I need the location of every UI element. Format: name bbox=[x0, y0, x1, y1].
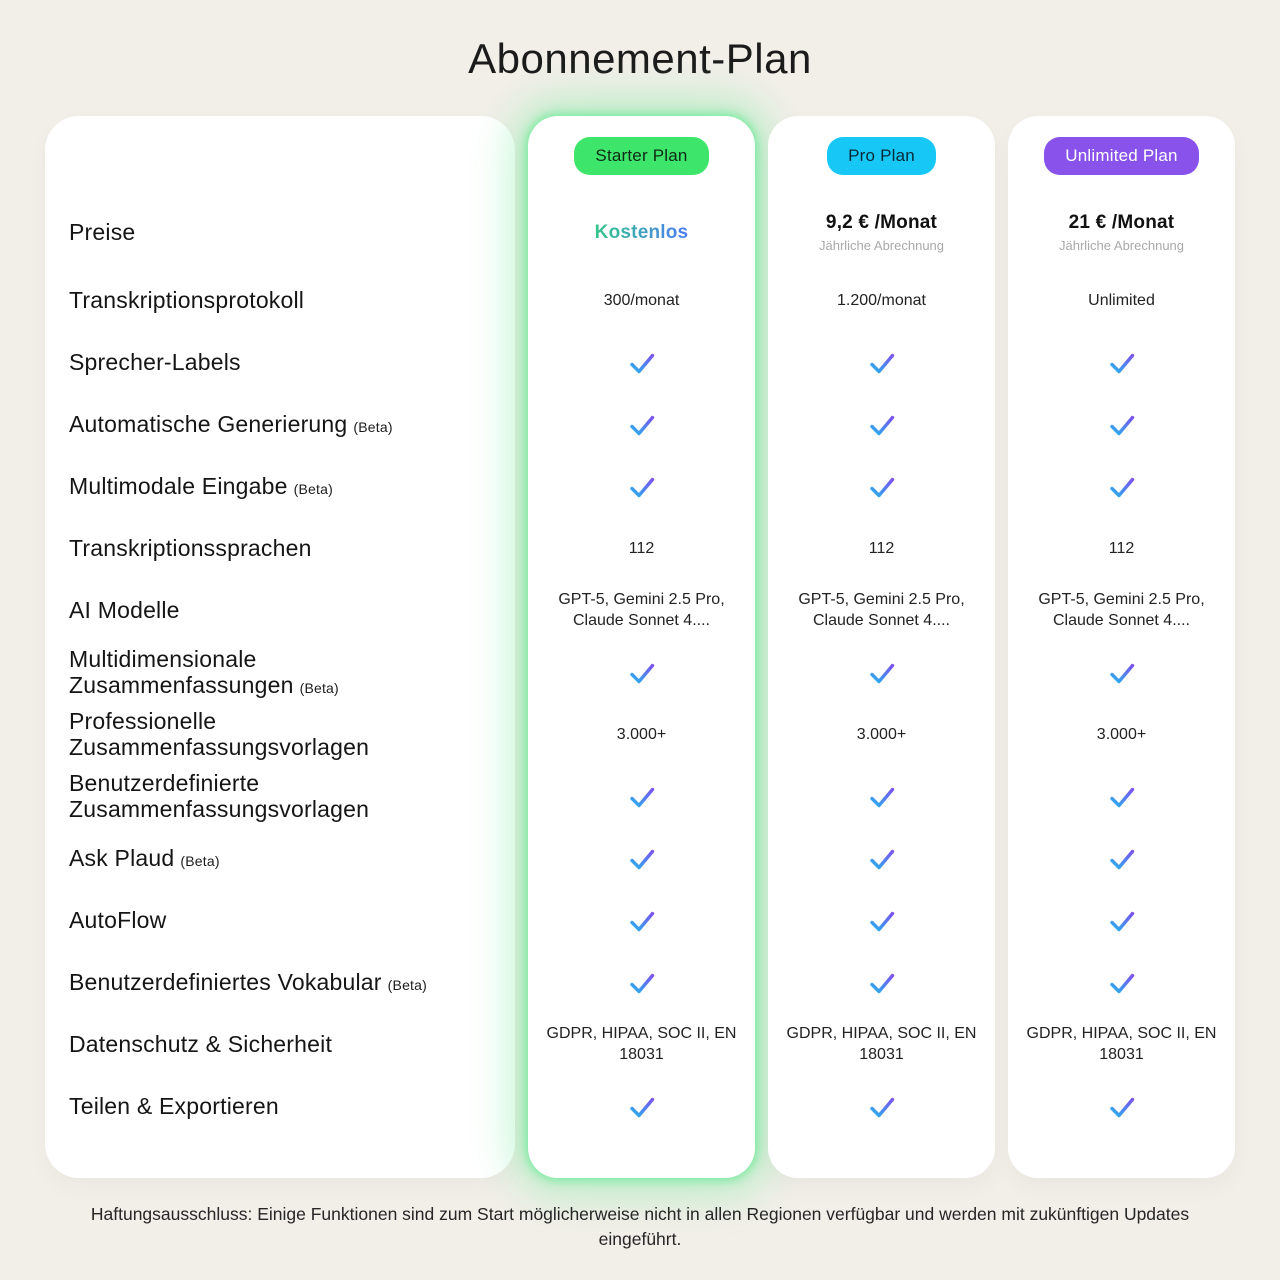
plan-card-pro bbox=[768, 116, 995, 1178]
check-icon bbox=[1107, 660, 1137, 687]
plan-value: 3.000+ bbox=[1096, 725, 1147, 743]
check-icon bbox=[867, 908, 897, 935]
beta-tag: (Beta) bbox=[387, 977, 427, 994]
plan-cell bbox=[1008, 1014, 1235, 1076]
feature-row bbox=[45, 766, 515, 828]
plan-cell bbox=[528, 952, 755, 1014]
feature-row bbox=[45, 828, 515, 890]
plan-value: 112 bbox=[868, 539, 895, 557]
check-icon bbox=[627, 1094, 657, 1121]
features-card bbox=[45, 116, 515, 1178]
plan-cell bbox=[1008, 394, 1235, 456]
plan-cell bbox=[768, 766, 995, 828]
feature-label: Professionelle Zusammenfassungsvorlagen bbox=[69, 708, 370, 760]
plan-value: GDPR, HIPAA, SOC II, EN 18031 bbox=[546, 1025, 737, 1063]
check-icon bbox=[867, 970, 897, 997]
check-icon bbox=[627, 350, 657, 377]
plan-cell bbox=[1008, 1076, 1235, 1138]
check-icon bbox=[627, 474, 657, 501]
plan-badge-pro[interactable]: Pro Plan bbox=[827, 137, 936, 175]
check-icon bbox=[867, 412, 897, 439]
check-icon bbox=[627, 412, 657, 439]
check-icon bbox=[1107, 784, 1137, 811]
price-main: 21 € /Monat bbox=[1068, 211, 1175, 233]
plan-value: 1.200/monat bbox=[837, 291, 926, 309]
plan-cell bbox=[528, 270, 755, 332]
plan-cell bbox=[1008, 704, 1235, 766]
feature-label: AutoFlow bbox=[69, 907, 167, 934]
plan-header bbox=[768, 116, 995, 196]
plan-value: 3.000+ bbox=[616, 725, 667, 743]
feature-row bbox=[45, 394, 515, 456]
feature-row bbox=[45, 642, 515, 704]
plan-cell bbox=[1008, 456, 1235, 518]
beta-tag: (Beta) bbox=[299, 680, 339, 696]
price-main: 9,2 € /Monat bbox=[825, 211, 938, 233]
plan-cell bbox=[768, 952, 995, 1014]
price-sub: Jährliche Abrechnung bbox=[818, 238, 945, 254]
feature-label: Multimodale Eingabe (Beta) bbox=[69, 473, 333, 500]
plan-cell bbox=[528, 332, 755, 394]
plan-cell bbox=[528, 1014, 755, 1076]
plan-cell bbox=[768, 704, 995, 766]
plan-badge-starter[interactable]: Starter Plan bbox=[574, 137, 708, 175]
feature-row bbox=[45, 890, 515, 952]
feature-row bbox=[45, 196, 515, 270]
plan-cell bbox=[768, 270, 995, 332]
price-main: Kostenlos bbox=[595, 221, 689, 246]
plan-cell bbox=[1008, 332, 1235, 394]
feature-label: Benutzerdefinierte Zusammenfassungsvorlagen bbox=[69, 770, 370, 822]
check-icon bbox=[1107, 846, 1137, 873]
plan-value: 3.000+ bbox=[856, 725, 907, 743]
plan-cell bbox=[768, 394, 995, 456]
plan-value: GPT-5, Gemini 2.5 Pro, Claude Sonnet 4.... bbox=[1038, 591, 1205, 629]
check-icon bbox=[627, 660, 657, 687]
check-icon bbox=[1107, 1094, 1137, 1121]
feature-row bbox=[45, 704, 515, 766]
feature-row bbox=[45, 270, 515, 332]
check-icon bbox=[867, 1094, 897, 1121]
plan-cell bbox=[1008, 580, 1235, 642]
feature-row bbox=[45, 332, 515, 394]
feature-row bbox=[45, 952, 515, 1014]
price-cell bbox=[768, 196, 995, 270]
plan-value: 112 bbox=[1108, 539, 1135, 557]
plan-value: 300/monat bbox=[603, 291, 680, 309]
feature-row bbox=[45, 580, 515, 642]
plan-cell bbox=[768, 518, 995, 580]
plan-value: GPT-5, Gemini 2.5 Pro, Claude Sonnet 4.... bbox=[558, 591, 725, 629]
check-icon bbox=[627, 908, 657, 935]
check-icon bbox=[1107, 412, 1137, 439]
plan-cell bbox=[1008, 270, 1235, 332]
plan-cell bbox=[768, 890, 995, 952]
pricing-board bbox=[45, 116, 1235, 1178]
check-icon bbox=[627, 970, 657, 997]
feature-label: Ask Plaud (Beta) bbox=[69, 845, 220, 872]
check-icon bbox=[627, 784, 657, 811]
price-sub: Jährliche Abrechnung bbox=[1058, 238, 1185, 254]
plan-card-unlimited bbox=[1008, 116, 1235, 1178]
plan-value: GDPR, HIPAA, SOC II, EN 18031 bbox=[786, 1025, 977, 1063]
plan-value: Unlimited bbox=[1088, 291, 1155, 309]
disclaimer-text: Haftungsausschluss: Einige Funktionen sind zum Start möglicherweise nicht in allen Regionen verfügbar und werden mit zukünftigen Updates eingeführt. bbox=[90, 1204, 1190, 1250]
check-icon bbox=[1107, 970, 1137, 997]
check-icon bbox=[867, 846, 897, 873]
plan-cell bbox=[1008, 890, 1235, 952]
check-icon bbox=[867, 474, 897, 501]
price-cell bbox=[528, 196, 755, 270]
feature-label: Transkriptionsprotokoll bbox=[69, 287, 305, 314]
plan-value: GDPR, HIPAA, SOC II, EN 18031 bbox=[1026, 1025, 1217, 1063]
plan-cell bbox=[768, 332, 995, 394]
plan-cell bbox=[768, 580, 995, 642]
feature-label: Multidimensionale Zusammenfassungen (Beta) bbox=[69, 646, 339, 698]
feature-row bbox=[45, 1076, 515, 1138]
check-icon bbox=[1107, 908, 1137, 935]
page-title: Abonnement-Plan bbox=[468, 35, 812, 82]
features-header-spacer bbox=[45, 116, 515, 196]
feature-row bbox=[45, 1014, 515, 1076]
plan-cell bbox=[768, 642, 995, 704]
plan-cell bbox=[528, 456, 755, 518]
plan-cell bbox=[768, 828, 995, 890]
feature-row bbox=[45, 456, 515, 518]
plan-cell bbox=[528, 704, 755, 766]
plan-cell bbox=[1008, 828, 1235, 890]
plan-value: 112 bbox=[628, 539, 655, 557]
feature-row bbox=[45, 518, 515, 580]
feature-label: Teilen & Exportieren bbox=[69, 1093, 279, 1120]
plan-cell bbox=[768, 1014, 995, 1076]
feature-label: Datenschutz & Sicherheit bbox=[69, 1031, 333, 1058]
check-icon bbox=[867, 350, 897, 377]
price-cell bbox=[1008, 196, 1235, 270]
plan-cell bbox=[528, 890, 755, 952]
plan-cell bbox=[768, 1076, 995, 1138]
plan-value: GPT-5, Gemini 2.5 Pro, Claude Sonnet 4.... bbox=[798, 591, 965, 629]
plan-cell bbox=[1008, 518, 1235, 580]
feature-label: AI Modelle bbox=[69, 597, 180, 624]
plan-header bbox=[528, 116, 755, 196]
plan-cell bbox=[528, 394, 755, 456]
plan-cell bbox=[1008, 766, 1235, 828]
beta-tag: (Beta) bbox=[293, 481, 333, 498]
plan-cell bbox=[768, 456, 995, 518]
beta-tag: (Beta) bbox=[180, 853, 220, 870]
feature-label: Automatische Generierung (Beta) bbox=[69, 411, 393, 438]
plan-cell bbox=[528, 828, 755, 890]
check-icon bbox=[1107, 474, 1137, 501]
feature-label: Transkriptionssprachen bbox=[69, 535, 312, 562]
plan-badge-unlimited[interactable]: Unlimited Plan bbox=[1044, 137, 1198, 175]
feature-label: Benutzerdefiniertes Vokabular (Beta) bbox=[69, 969, 427, 996]
beta-tag: (Beta) bbox=[353, 419, 393, 436]
plan-cell bbox=[1008, 952, 1235, 1014]
plan-cell bbox=[528, 642, 755, 704]
plan-cell bbox=[528, 1076, 755, 1138]
feature-label: Sprecher-Labels bbox=[69, 349, 241, 376]
plan-cell bbox=[528, 518, 755, 580]
plan-cell bbox=[528, 580, 755, 642]
plan-header bbox=[1008, 116, 1235, 196]
plan-cell bbox=[528, 766, 755, 828]
check-icon bbox=[627, 846, 657, 873]
feature-label: Preise bbox=[69, 219, 136, 246]
check-icon bbox=[1107, 350, 1137, 377]
plan-cell bbox=[1008, 642, 1235, 704]
check-icon bbox=[867, 660, 897, 687]
check-icon bbox=[867, 784, 897, 811]
plan-card-starter bbox=[528, 116, 755, 1178]
